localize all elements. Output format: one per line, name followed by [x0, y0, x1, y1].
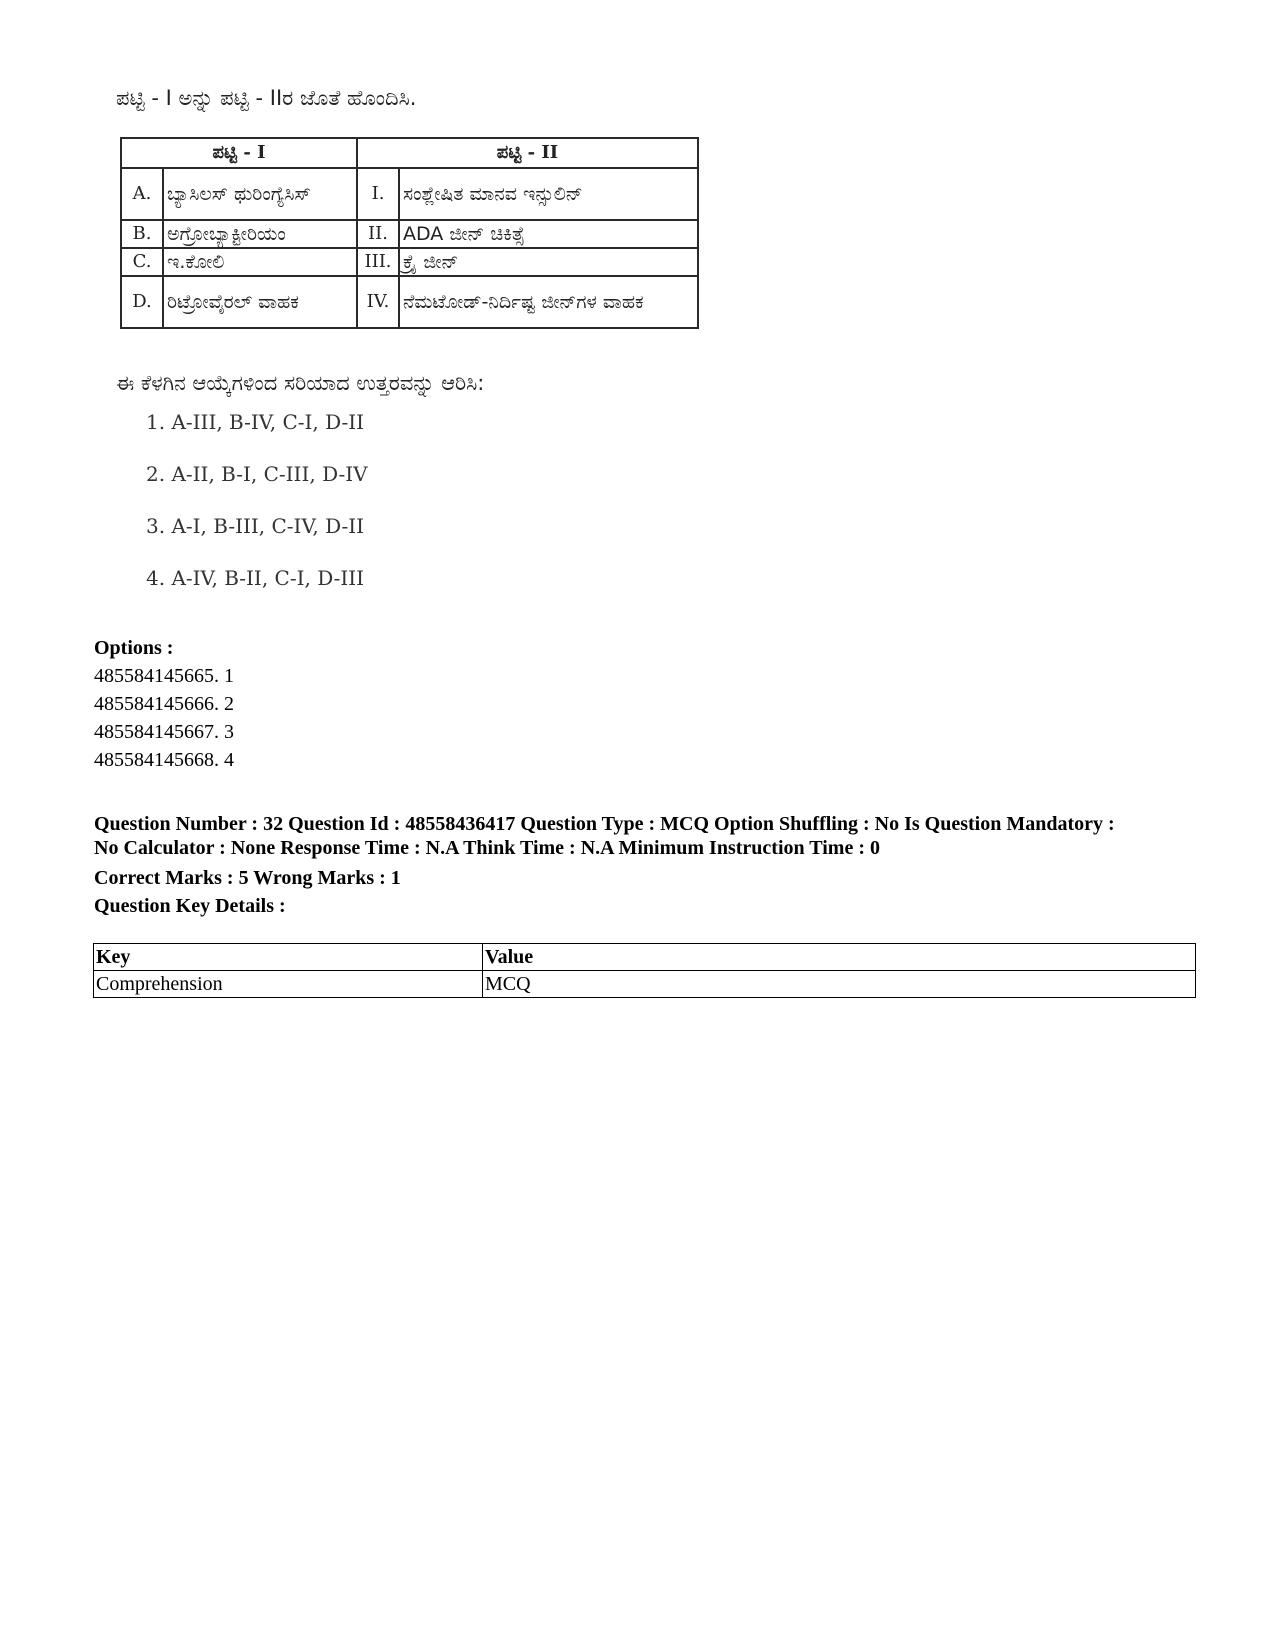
question-meta-line1: Question Number : 32 Question Id : 48558436417 Question Type : MCQ Option Shuffling : No Is Question Mandatory :	[94, 813, 1115, 835]
choice-2: 2. A-II, B-I, C-III, D-IV	[146, 462, 368, 486]
choose-instruction: ಈ ಕೆಳಗಿನ ಆಯ್ಕೆಗಳಿಂದ ಸರಿಯಾದ ಉತ್ತರವನ್ನು ಆರಿಸಿ:	[116, 371, 485, 395]
choice-1: 1. A-III, B-IV, C-I, D-II	[146, 410, 365, 434]
row-label-2: IV.	[357, 276, 399, 328]
row-label-1: B.	[121, 220, 163, 248]
row-item-1: ಇ.ಕೋಲಿ	[163, 248, 357, 276]
value-cell: MCQ	[483, 971, 1196, 998]
value-header: Value	[483, 944, 1196, 971]
row-label-2: III.	[357, 248, 399, 276]
row-label-1: A.	[121, 168, 163, 220]
row-item-2: ADA ಜೀನ್ ಚಿಕಿತ್ಸೆ	[399, 220, 698, 248]
table-row	[94, 971, 1196, 998]
row-item-1: ರಿಟ್ರೋವೈರಲ್ ವಾಹಕ	[163, 276, 357, 328]
match-table-header	[121, 138, 698, 168]
key-cell: Comprehension	[94, 971, 483, 998]
match-row	[121, 220, 698, 248]
question-instruction: ಪಟ್ಟಿ - I ಅನ್ನು ಪಟ್ಟಿ - IIರ ಜೊತೆ ಹೊಂದಿಸಿ.	[116, 86, 417, 110]
list2-header: ಪಟ್ಟಿ - II	[357, 138, 698, 168]
choice-3: 3. A-I, B-III, C-IV, D-II	[146, 514, 365, 538]
option-item: 485584145665. 1	[94, 665, 234, 687]
key-details-table	[93, 943, 1196, 998]
row-item-2: ಕ್ರೈ ಜೀನ್	[399, 248, 698, 276]
row-label-2: II.	[357, 220, 399, 248]
match-row	[121, 276, 698, 328]
choice-4: 4. A-IV, B-II, C-I, D-III	[146, 566, 365, 590]
option-item: 485584145666. 2	[94, 693, 234, 715]
match-table	[120, 137, 699, 329]
match-row	[121, 168, 698, 220]
row-item-2: ಸಂಶ್ಲೇಷಿತ ಮಾನವ ಇನ್ಸುಲಿನ್	[399, 168, 698, 220]
row-label-2: I.	[357, 168, 399, 220]
list1-header: ಪಟ್ಟಿ - I	[121, 138, 357, 168]
question-marks: Correct Marks : 5 Wrong Marks : 1	[94, 867, 401, 889]
option-item: 485584145667. 3	[94, 721, 234, 743]
key-details-heading: Question Key Details :	[94, 895, 286, 917]
option-item: 485584145668. 4	[94, 749, 234, 771]
question-meta-line2: No Calculator : None Response Time : N.A Think Time : N.A Minimum Instruction Time : 0	[94, 837, 880, 859]
row-item-1: ಬ್ಯಾಸಿಲಸ್ ಥುರಿಂಗ್ಯೆಸಿಸ್	[163, 168, 357, 220]
match-row	[121, 248, 698, 276]
row-item-1: ಅಗ್ರೋಬ್ಯಾಕ್ಟೀರಿಯಂ	[163, 220, 357, 248]
key-table-header	[94, 944, 1196, 971]
options-heading: Options :	[94, 637, 174, 659]
row-label-1: D.	[121, 276, 163, 328]
key-header: Key	[94, 944, 483, 971]
question-image	[112, 80, 712, 625]
row-item-2: ನೆಮಟೋಡ್-ನಿರ್ದಿಷ್ಟ ಜೀನ್‌ಗಳ ವಾಹಕ	[399, 276, 698, 328]
row-label-1: C.	[121, 248, 163, 276]
